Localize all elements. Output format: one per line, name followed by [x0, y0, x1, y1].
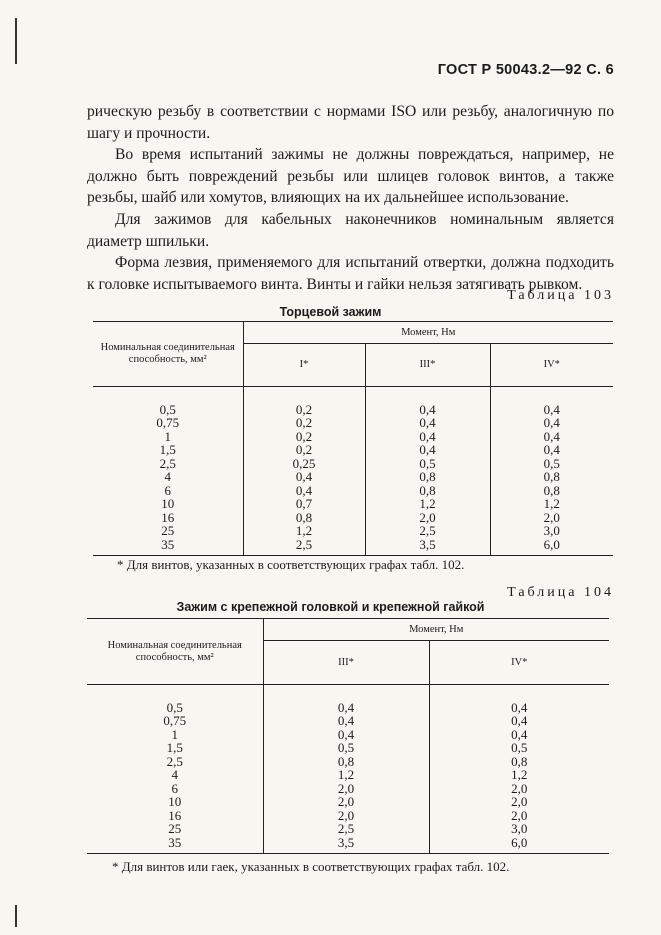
table-cell-section: 1,5 [87, 741, 263, 755]
table-cell-torque: 0,8 [365, 470, 490, 484]
table-cell-torque: 1,2 [511, 767, 528, 782]
table-spacer-cell [490, 387, 613, 403]
table-row [87, 795, 609, 809]
table-104-body [87, 685, 609, 854]
table-row [87, 728, 609, 742]
table-cell-torque: 0,4 [543, 401, 560, 417]
table-cell-torque: 0,4 [263, 714, 429, 728]
table-103-header-col-3: IV* [490, 344, 613, 387]
table-row [93, 497, 613, 511]
table-cell-torque: 2,5 [263, 822, 429, 836]
table-cell-torque: 1,2 [243, 524, 365, 538]
table-spacer-cell [490, 551, 613, 555]
table-row [93, 484, 613, 498]
table-104-footnote: * Для винтов или гаек, указанных в соответствующих графах табл. 102. [112, 859, 510, 874]
table-cell-torque: 6,0 [543, 536, 560, 552]
table-cell-torque: 2,0 [511, 794, 528, 809]
table-row [87, 782, 609, 796]
table-cell-torque: 2,0 [263, 809, 429, 823]
table-spacer-row [87, 685, 609, 701]
table-cell-torque: 0,4 [543, 415, 560, 430]
binding-mark-bottom [15, 905, 17, 927]
table-104-header-col-2: IV* [429, 641, 609, 685]
table-cell-torque: 0,4 [511, 726, 528, 742]
table-row [93, 524, 613, 538]
table-103-body [93, 387, 613, 556]
table-cell-torque: 1,2 [263, 768, 429, 782]
table-row [87, 822, 609, 836]
table-row [87, 755, 609, 769]
table-103-header-torque: Момент, Нм [243, 322, 613, 344]
table-103-label: Таблица 103 [507, 288, 614, 303]
table-spacer-row [93, 551, 613, 555]
table-103-header-col-2: III* [365, 344, 490, 387]
page-header: ГОСТ Р 50043.2—92 С. 6 [437, 62, 614, 78]
table-cell-torque: 0,5 [263, 741, 429, 755]
table-cell-section: 25 [93, 524, 243, 538]
table-cell-torque: 2,0 [263, 782, 429, 796]
table-cell-section: 16 [87, 809, 263, 823]
table-cell-torque: 0,4 [365, 430, 490, 444]
table-cell-torque: 0,8 [365, 484, 490, 498]
table-row [93, 457, 613, 471]
body-text [87, 101, 614, 295]
table-104 [87, 618, 609, 854]
table-spacer-cell [93, 551, 243, 555]
table-row [87, 714, 609, 728]
table-cell-torque: 2,0 [543, 509, 560, 525]
table-cell-section: 16 [93, 511, 243, 525]
table-cell-torque: 0,4 [511, 713, 528, 728]
table-cell-torque: 2,0 [511, 780, 528, 796]
table-cell-torque: 2,5 [243, 538, 365, 552]
table-cell-section: 25 [87, 822, 263, 836]
table-row [87, 836, 609, 850]
table-cell-torque: 0,4 [263, 728, 429, 742]
table-row [87, 701, 609, 715]
table-spacer-row [87, 849, 609, 853]
paragraph-4: Форма лезвия, применяемого для испытаний отвертки, должна подходить к головке испытываемого винта. Винты и гайки нельзя затягивать рывком. [87, 254, 614, 293]
table-cell-section: 2,5 [93, 457, 243, 471]
table-cell-section: 35 [93, 538, 243, 552]
table-cell-section: 0,75 [93, 416, 243, 430]
table-spacer-cell [87, 685, 263, 701]
table-cell-torque: 0,4 [365, 403, 490, 417]
table-cell-section: 1,5 [93, 443, 243, 457]
table-spacer-cell [243, 551, 365, 555]
table-row [93, 470, 613, 484]
table-cell-section: 4 [87, 768, 263, 782]
table-104-header-torque: Момент, Нм [263, 619, 609, 641]
table-row [93, 511, 613, 525]
table-cell-section: 0,75 [87, 714, 263, 728]
table-cell-section: 0,5 [93, 403, 243, 417]
table-cell-torque: 0,4 [243, 484, 365, 498]
table-cell-torque: 0,2 [243, 430, 365, 444]
table-104-header-section: Номинальная соединительная способность, мм² [87, 619, 263, 685]
table-row [93, 403, 613, 417]
table-spacer-cell [365, 387, 490, 403]
table-spacer-cell [263, 685, 429, 701]
table-cell-torque: 0,4 [543, 428, 560, 444]
table-cell-torque: 0,25 [243, 457, 365, 471]
table-cell-torque: 0,8 [511, 753, 528, 769]
table-cell-section: 4 [93, 470, 243, 484]
table-cell-torque: 0,2 [243, 403, 365, 417]
table-cell-section: 1 [93, 430, 243, 444]
table-cell-torque: 2,0 [365, 511, 490, 525]
table-spacer-cell [263, 849, 429, 853]
table-cell-torque: 0,4 [263, 701, 429, 715]
table-cell-torque: 0,7 [243, 497, 365, 511]
table-cell-torque: 0,4 [243, 470, 365, 484]
table-cell-torque: 0,8 [543, 469, 560, 484]
paragraph-1: рическую резьбу в соответствии с нормами ISO или резьбу, аналогичную по шагу и прочности. [87, 103, 614, 142]
table-cell-torque: 2,5 [365, 524, 490, 538]
table-spacer-cell [93, 387, 243, 403]
table-row [93, 416, 613, 430]
table-cell-torque: 3,5 [263, 836, 429, 850]
table-row [93, 443, 613, 457]
table-row [93, 538, 613, 552]
table-cell-torque: 3,5 [365, 538, 490, 552]
table-cell-torque: 3,0 [511, 821, 528, 836]
table-cell-torque: 1,2 [543, 496, 560, 511]
table-104-header-col-1: III* [263, 641, 429, 685]
table-cell-torque: 0,5 [511, 740, 528, 755]
table-cell-torque: 0,4 [365, 443, 490, 457]
table-103-footnote: * Для винтов, указанных в соответствующих графах табл. 102. [117, 557, 465, 572]
table-spacer-cell [243, 387, 365, 403]
paragraph-3: Для зажимов для кабельных наконечников номинальным является диаметр шпильки. [87, 210, 614, 250]
table-row [87, 768, 609, 782]
table-cell-torque: 0,5 [543, 455, 560, 471]
table-103 [93, 321, 613, 556]
table-spacer-cell [87, 849, 263, 853]
table-spacer-row [93, 387, 613, 403]
table-row [93, 430, 613, 444]
table-cell-section: 0,5 [87, 701, 263, 715]
table-cell-section: 2,5 [87, 755, 263, 769]
table-cell-section: 6 [87, 782, 263, 796]
table-spacer-cell [429, 849, 609, 853]
table-cell-section: 6 [93, 484, 243, 498]
table-cell-torque: 0,8 [263, 755, 429, 769]
table-spacer-cell [429, 685, 609, 701]
table-row [87, 741, 609, 755]
table-cell-torque: 0,4 [543, 442, 560, 457]
table-cell-torque: 0,5 [365, 457, 490, 471]
table-cell-torque: 0,8 [243, 511, 365, 525]
table-cell-section: 10 [87, 795, 263, 809]
table-cell-section: 35 [87, 836, 263, 850]
table-cell-section: 1 [87, 728, 263, 742]
table-cell-torque: 2,0 [511, 807, 528, 823]
table-cell-torque: 2,0 [263, 795, 429, 809]
table-cell-torque: 6,0 [511, 834, 528, 850]
table-104-label: Таблица 104 [507, 585, 614, 600]
table-cell-torque: 0,4 [511, 699, 528, 715]
table-cell-torque: 3,0 [543, 523, 560, 538]
table-104-title: Зажим с крепежной головкой и крепежной гайкой [176, 600, 485, 614]
table-cell-torque: 0,8 [543, 482, 560, 498]
table-cell-section: 10 [93, 497, 243, 511]
table-row [87, 809, 609, 823]
table-cell-torque: 0,2 [243, 416, 365, 430]
table-103-title: Торцевой зажим [279, 305, 382, 319]
binding-mark-top [15, 18, 17, 64]
table-cell-torque: 1,2 [365, 497, 490, 511]
table-103-header-col-1: I* [243, 344, 365, 387]
table-cell-torque: 0,4 [365, 416, 490, 430]
table-cell-torque: 0,2 [243, 443, 365, 457]
paragraph-2: Во время испытаний зажимы не должны повреждаться, например, не должно быть повреждений резьбы или шлицев головок винтов, а также резьбы, шайб или хомутов, влияющих на их дальнейшее использование. [87, 146, 614, 207]
table-103-header-section: Номинальная соединительная способность, мм² [93, 322, 243, 387]
table-spacer-cell [365, 551, 490, 555]
